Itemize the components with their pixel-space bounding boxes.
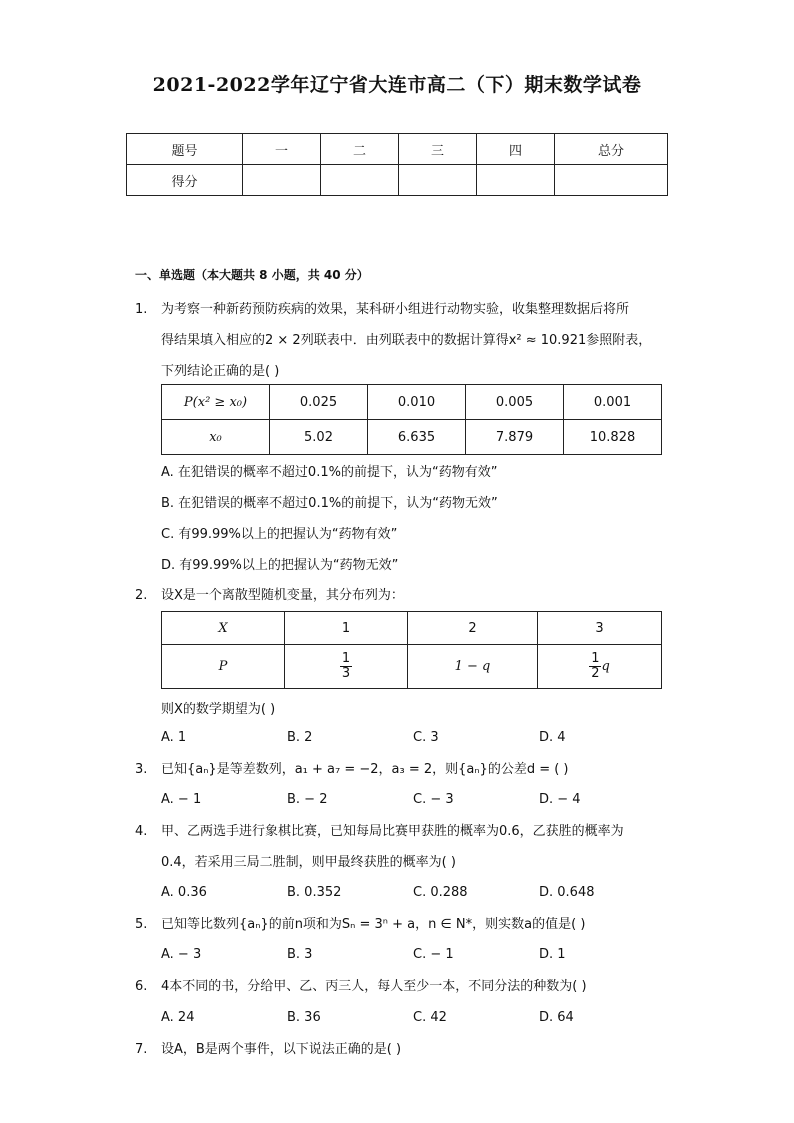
table-cell: P (162, 645, 285, 689)
option-a[interactable]: A. 1 (161, 730, 187, 745)
question-number: 5. (135, 917, 148, 932)
question-number: 2. (135, 588, 148, 603)
score-row-label: 得分 (127, 165, 243, 196)
option-c[interactable]: C. − 1 (413, 947, 454, 962)
table-cell: 0.005 (466, 385, 564, 420)
option-d[interactable]: D. 有99.99%以上的把握认为“药物无效” (161, 558, 399, 573)
table-cell: 1 − q (408, 645, 538, 689)
question-number: 6. (135, 979, 148, 994)
option-c[interactable]: C. 0.288 (413, 885, 468, 900)
question-line: 0.4，若采用三局二胜制，则甲最终获胜的概率为( ) (161, 855, 456, 870)
question-number: 4. (135, 824, 148, 839)
option-a[interactable]: A. 0.36 (161, 885, 207, 900)
score-table (126, 133, 668, 196)
option-b[interactable]: B. 在犯错误的概率不超过0.1%的前提下，认为“药物无效” (161, 496, 498, 511)
option-d[interactable]: D. − 4 (539, 792, 581, 807)
question-number: 3. (135, 762, 148, 777)
question-number: 1. (135, 302, 148, 317)
option-a[interactable]: A. 24 (161, 1010, 195, 1025)
question-line: 甲、乙两选手进行象棋比赛，已知每局比赛甲获胜的概率为0.6，乙获胜的概率为 (161, 824, 624, 839)
score-header-cell: 二 (321, 134, 399, 165)
option-c[interactable]: C. 42 (413, 1010, 447, 1025)
table-cell: 0.025 (270, 385, 368, 420)
option-b[interactable]: B. 3 (287, 947, 313, 962)
fraction: $\frac{1}{2}$ (591, 651, 600, 681)
option-b[interactable]: B. − 2 (287, 792, 328, 807)
section-heading: 一、单选题（本大题共 8 小题，共 40 分） (135, 268, 369, 282)
question-stem: 已知{aₙ}是等差数列，a₁ + a₇ = −2，a₃ = 2，则{aₙ}的公差d = ( ) (161, 762, 569, 777)
question-line: 为考察一种新药预防疾病的效果，某科研小组进行动物实验，收集整理数据后将所 (161, 302, 630, 317)
question-stem: 已知等比数列{aₙ}的前n项和为Sₙ = 3ⁿ + a，n ∈ N*，则实数a的值是( ) (161, 917, 586, 932)
table-cell: X (162, 612, 285, 645)
question-ask: 则X的数学期望为( ) (161, 702, 276, 717)
table-cell: 7.879 (466, 420, 564, 455)
option-d[interactable]: D. 1 (539, 947, 566, 962)
option-a[interactable]: A. 在犯错误的概率不超过0.1%的前提下，认为“药物有效” (161, 465, 498, 480)
option-b[interactable]: B. 36 (287, 1010, 321, 1025)
table-cell: 1 (285, 612, 408, 645)
table-cell: 10.828 (564, 420, 662, 455)
option-d[interactable]: D. 0.648 (539, 885, 595, 900)
table-cell: x₀ (162, 420, 270, 455)
option-c[interactable]: C. − 3 (413, 792, 454, 807)
score-header-cell: 题号 (127, 134, 243, 165)
score-header-cell: 总分 (555, 134, 668, 165)
table-cell: 6.635 (368, 420, 466, 455)
score-header-cell: 三 (399, 134, 477, 165)
option-d[interactable]: D. 4 (539, 730, 566, 745)
table-cell: 0.001 (564, 385, 662, 420)
page-title: 2021-2022学年辽宁省大连市高二（下）期末数学试卷 (152, 74, 642, 96)
option-a[interactable]: A. − 1 (161, 792, 202, 807)
question-line: 得结果填入相应的2 × 2列联表中．由列联表中的数据计算得x² ≈ 10.921参照附表， (161, 333, 652, 348)
score-cell[interactable] (243, 165, 321, 196)
fraction: $\frac{1}{3}$ (341, 651, 351, 681)
question-line: 下列结论正确的是( ) (161, 364, 280, 379)
option-d[interactable]: D. 64 (539, 1010, 574, 1025)
option-a[interactable]: A. − 3 (161, 947, 202, 962)
question-stem: 设X是一个离散型随机变量，其分布列为： (161, 588, 404, 603)
table-cell: P(x² ≥ x₀) (162, 385, 270, 420)
score-cell[interactable] (321, 165, 399, 196)
question-stem: 设A，B是两个事件，以下说法正确的是( ) (161, 1042, 402, 1057)
question-number: 7. (135, 1042, 148, 1057)
score-header-cell: 一 (243, 134, 321, 165)
option-c[interactable]: C. 有99.99%以上的把握认为“药物有效” (161, 527, 398, 542)
table-cell: $\frac{1}{2}$ q (538, 645, 662, 689)
table-cell (285, 645, 408, 689)
table-cell: 0.010 (368, 385, 466, 420)
chi-square-table (161, 384, 662, 455)
option-b[interactable]: B. 0.352 (287, 885, 342, 900)
score-header-cell: 四 (477, 134, 555, 165)
score-cell[interactable] (477, 165, 555, 196)
score-cell[interactable] (555, 165, 668, 196)
score-cell[interactable] (399, 165, 477, 196)
option-c[interactable]: C. 3 (413, 730, 439, 745)
table-cell: 5.02 (270, 420, 368, 455)
table-cell: 2 (408, 612, 538, 645)
question-stem: 4本不同的书，分给甲、乙、丙三人，每人至少一本，不同分法的种数为( ) (161, 979, 587, 994)
table-cell: 3 (538, 612, 662, 645)
option-b[interactable]: B. 2 (287, 730, 313, 745)
distribution-table (161, 611, 662, 689)
